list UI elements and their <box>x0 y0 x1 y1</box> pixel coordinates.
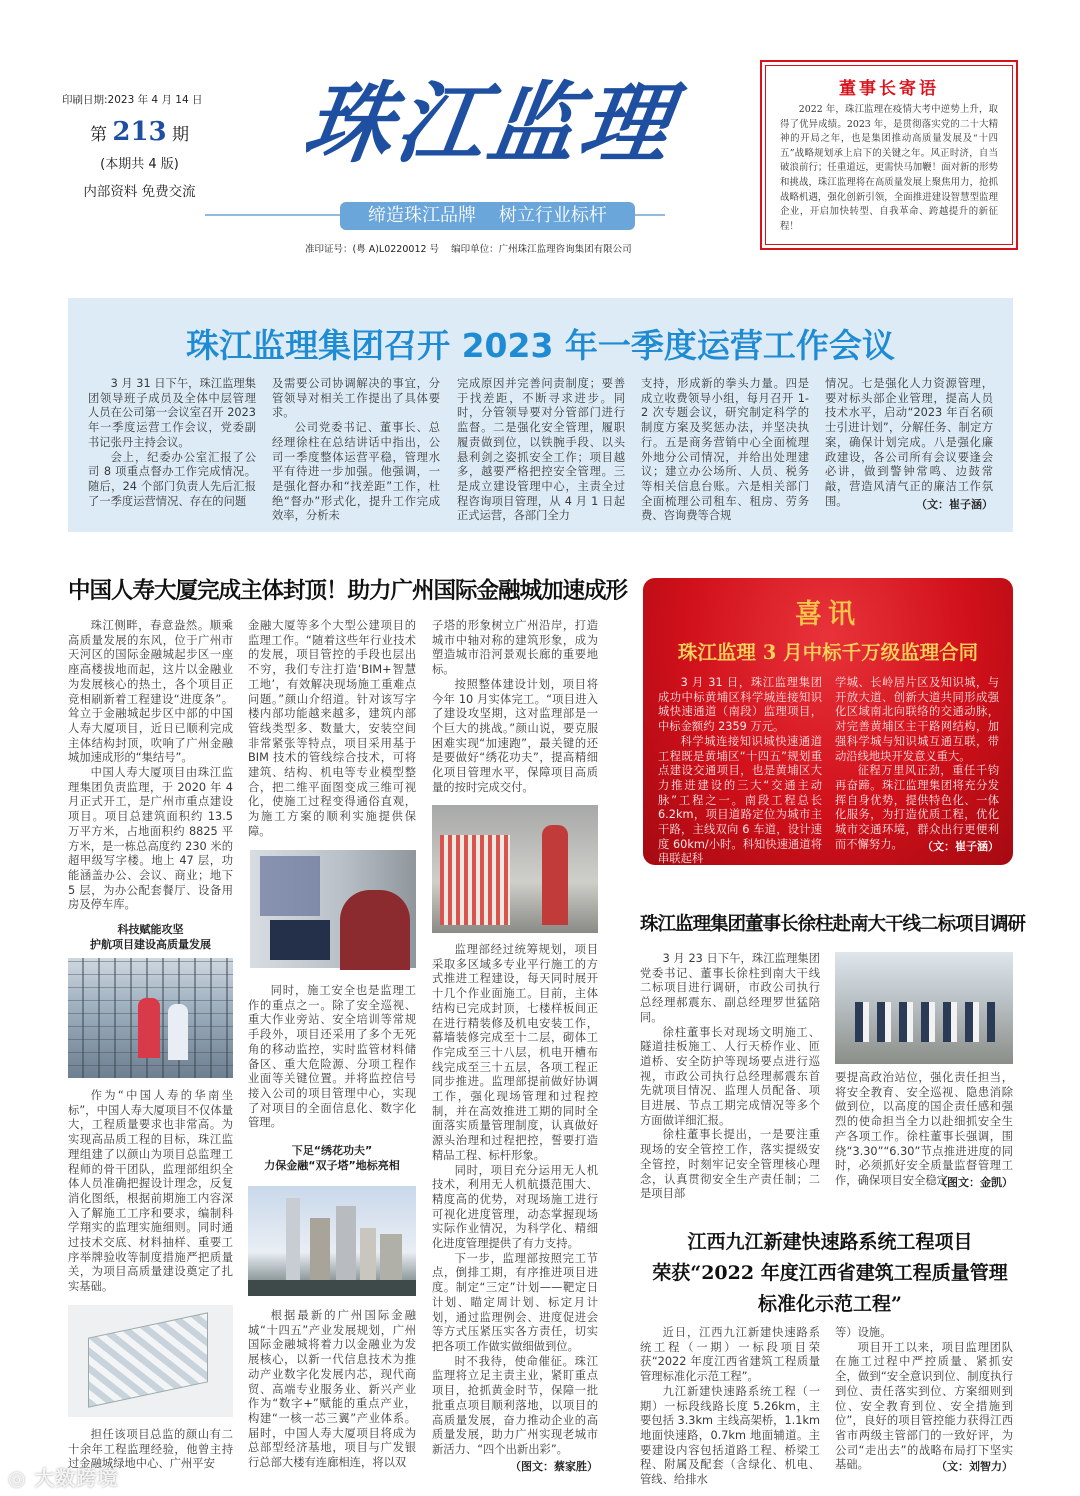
paragraph: 3 月 31 日，珠江监理集团成功中标黄埔区科学城连接知识城快速通道（南段）监理项目，中标金额约 2359 万元。 <box>658 676 822 734</box>
issue-info <box>62 92 217 200</box>
good-news-title[interactable]: 珠江监理 3 月中标千万级监理合同 <box>677 641 979 664</box>
paragraph: 九江新建快速路系统工程（一期）一标段线路长度 5.26km，主要包括 3.3km 主线高架桥，1.1km 地面快速路，0.7km 地面辅道。主要建设内容包括道路工程、桥梁工程、附属及配套（含绿化、机电、管线、给排水 <box>640 1384 820 1487</box>
edition-count: (本期共 4 版) <box>100 157 179 172</box>
paragraph: 同时，项目充分运用无人机技术，利用无人机航摄范围大、精度高的优势，对现场施工进行可视化进度管理，动态掌握现场实际作业情况，为科学化、精细化进度管理提供了有力支持。 <box>432 1163 598 1251</box>
watermark-logo: ◎ 大数跨境 <box>8 1466 119 1490</box>
distribution-note: 内部资料 免费交流 <box>83 184 196 200</box>
paragraph: 3 月 31 日下午，珠江监理集团领导班子成员及全体中层管理人员在公司第一会议室召开 2023 年一季度运营工作会议，党委副书记张丹主持会议。 <box>88 377 256 449</box>
tower-subhead-2 <box>248 1143 416 1173</box>
chairman-message-text: 2022 年，珠江监理在疫情大考中逆势上升，取得了优异成绩。2023 年，是贯彻落实党的二十大精神的开局之年，也是集团推动高质量发展及“十四五”战略规划承上启下的关键之年。风正时济，自当破浪前行；任重道远，更需快马加鞭！面对新的形势和挑战，珠江监理将在高质量发展上聚焦用力，抢抓战略机遇，强化创新引领，全面推进建设智慧型监理企业，开启加快转型、自我革命、跨越提升的新征程！ <box>780 104 998 232</box>
newspaper-title: 珠江监理 <box>297 71 681 175</box>
paragraph: 及需要公司协调解决的事宜，分管领导对相关工作提出了具体要求。 <box>272 377 440 420</box>
publisher: 编印单位：广州珠江监理咨询集团有限公司 <box>451 244 632 255</box>
good-news-col-1 <box>658 676 822 866</box>
good-news-col-2 <box>835 676 999 856</box>
paragraph: 时不我待，使命催征。珠江监理将立足主责主业，紧盯重点项目，抢抓黄金时节，保障一批批重点项目顺利落地，以项目的高质量发展，奋力推动企业的高质量发展，助力广州实现老城市新活力、“四个出新出彩”。 <box>432 1354 598 1456</box>
meeting-article-col-2 <box>272 377 440 523</box>
paragraph: 金融大厦等多个大型公建项目的监理工作。“随着这些年行业技术的发展，项目管控的手段也层出不穷，我们专注打造‘BIM+智慧工地’，有效解决现场施工重难点问题。”颜山介绍道。针对该写字楼内部功能越来越多，建筑内部管线类型多、数量大，安装空间非常紧张等特点，项目采用基于 BIM 技术的管线综合技术，可将建筑、结构、机电等专业模型整合，把二维平面图变成三维可视化，使施工过程变得通俗直观，为施工方案的顺利实施提供保障。 <box>248 619 416 838</box>
license-number: 准印证号：(粤 A)L0220012 号 <box>305 244 440 255</box>
watermark-text: 大数跨境 <box>34 1466 119 1490</box>
inspection-team-photo <box>835 952 1013 1064</box>
tower-article-col-2c <box>248 1309 416 1474</box>
paragraph: 珠江侧畔，春意盎然。顺乘高质量发展的东风，位于广州市天河区的国际金融城起步区一座座高楼拔地而起，这片以金融业为发展核心的热土，各个项目正竞相刷新着工程建设“进度条”。耸立于金融城起步区中部的中国人寿大厦项目，近日已顺利完成主体结构封顶，吹响了广州金融城加速成形的“集结号”。 <box>68 619 233 765</box>
meeting-article-byline: （文：崔子涵） <box>916 498 993 511</box>
subhead-line: 护航项目建设高质量发展 <box>90 938 211 951</box>
chairman-message-box <box>760 60 1018 250</box>
tower-article-col-1a <box>68 619 233 914</box>
paragraph: 徐柱董事长对现场文明施工、隧道挂板施工、人行天桥作业、匝道桥、安全防护等现场要点进行巡视，市政公司执行总经理郝震东首先就项目情况、监理人员配备、项目进展、节点工期完成情况等多个方面做详细汇报。 <box>640 1025 820 1127</box>
bim-workstation-photo <box>250 850 416 968</box>
inspection-article-col-2 <box>835 1071 1013 1191</box>
paragraph: 作为“中国人寿的华南坐标”，中国人寿大厦项目不仅体量大，工程质量要求也非常高。为实现高品质工程的目标，珠江监理组建了以颜山为项目总监理工程师的骨干团队，监理部组织全体人员准确把握设计理念，反复消化图纸，根据前期施工内容深入了解施工工序和要求，编制科学翔实的监理实施细则。同时通过技术交底、材料抽样、重要工序举牌验收等制度措施严把质量关，为项目高质量建设奠定了扎实基础。 <box>68 1089 233 1294</box>
title-line: 标准化示范工程” <box>758 1293 902 1315</box>
subhead-line: 科技赋能攻坚 <box>117 923 184 936</box>
good-news-label: 喜讯 <box>795 599 861 630</box>
tower-article-byline: （图文：蔡家胜） <box>510 1460 598 1473</box>
paragraph: 会上，纪委办公室汇报了公司 8 项重点督办工作完成情况。随后，24 个部门负责人先后汇报了一季度运营情况、存在的问题 <box>88 450 256 508</box>
title-line: 荣获“2022 年度江西省建筑工程质量管理 <box>652 1262 1008 1284</box>
jiujiang-article-col-2 <box>835 1326 1013 1476</box>
tower-article-title[interactable]: 中国人寿大厦完成主体封顶！助力广州国际金融城加速成形 <box>68 578 628 604</box>
paragraph: 公司党委书记、董事长、总经理徐柱在总结讲话中指出，公司一季度整体运营平稳，管理水平有待进一步加强。他强调，一是强化督办和“找差距”工作，杜绝“督办”形式化，提升工作完成效率，分析未 <box>272 421 440 523</box>
paragraph: 等）设施。 <box>835 1326 892 1339</box>
good-news-byline: （文：崔子涵） <box>922 840 999 853</box>
paragraph: 根据最新的广州国际金融城“十四五”产业发展规划，广州国际金融城将着力以金融业为发展核心，以新一代信息技术为推动产业数字化发展内芯，现代商贸、高端专业服务业、新兴产业作为“数字+”赋能的重点产业，构建“一核一芯三翼”产业体系。届时，中国人寿大厦项目将成为总部型经济基地，项目与广发银行总部大楼有连廊相连，将以双 <box>248 1309 416 1470</box>
paragraph: 近日，江西九江新建快速路系统工程（一期）一标段项目荣获“2022 年度江西省建筑工程质量管理标准化示范工程”。 <box>640 1326 820 1384</box>
tower-article-col-2b <box>248 984 416 1134</box>
tower-article-col-2a <box>248 619 416 845</box>
paragraph: 征程万里风正劲，重任千钧再奋蹄。珠江监理集团将充分发挥自身优势，提供特色化、一体化服务，为打造优质工程，优化城市交通环境，群众出行更便利而不懈努力。 <box>835 764 999 851</box>
meeting-article-col-4 <box>641 377 809 523</box>
tower-article-col-3b <box>432 943 598 1463</box>
paragraph: 中国人寿大厦项目由珠江监理集团负责监理，于 2020 年 4 月正式开工，是广州市重点建设项目。项目总建筑面积约 13.5 万平方米，占地面积约 8825 平方米，是一栋总高度约 230 米的超甲级写字楼。地上 47 层，功能涵盖办公、会议、商业；地下 5 层，为办公配套餐厅、设备用房及停车库。 <box>68 766 233 912</box>
meeting-article-col-3 <box>457 377 625 523</box>
twin-towers-rendering <box>248 1186 416 1296</box>
paragraph: 支持，形成新的拳头力量。四是成立收费领导小组，每月召开 1-2 次专题会议，研究制定科学的制度方案及奖惩办法，并坚决执行。五是商务营销中心全面梳理外地分公司情况，并给出处理建议；建立办公场所、人员、税务等相关信息台账。六是相关部门全面梳理公司租车、租房、劳务费、咨询费等合规 <box>641 377 809 523</box>
license-line <box>305 241 632 255</box>
paragraph: 徐柱董事长提出，一是要注重现场的安全管控工作，落实提级安全管控，时刻牢记安全管理核心理念，认真贯彻安全生产责任制；二是项目部 <box>640 1128 820 1201</box>
meeting-article-col-1 <box>88 377 256 517</box>
jiujiang-article-byline: （文：刘智力） <box>936 1460 1013 1473</box>
site-equipment-photo <box>432 805 598 933</box>
meeting-article-title[interactable]: 珠江监理集团召开 2023 年一季度运营工作会议 <box>186 326 895 365</box>
title-line: 江西九江新建快速路系统工程项目 <box>687 1231 973 1253</box>
paragraph: 下一步，监理部按照完工节点，倒排工期，有序推进项目进度。制定“三定”计划——靶定日计划、瞄定周计划、标定月计划，通过监理例会、进度促进会等方式压紧压实各方责任，切实把各项工作做实做细做到位。 <box>432 1251 598 1353</box>
issue-number-value: 213 <box>112 117 167 147</box>
slogan-banner: 缔造珠江品牌 树立行业标杆 <box>340 202 635 230</box>
chairman-message-title: 董事长寄语 <box>839 79 939 99</box>
inspection-article-title[interactable]: 珠江监理集团董事长徐柱赴南大干线二标项目调研 <box>640 914 1026 935</box>
tower-article-col-1b <box>68 1089 233 1299</box>
paragraph: 监理部经过统筹规划，项目采取多区域多专业平行施工的方式推进工程建设，每天同时展开十几个作业面施工。目前，主体结构已完成封顶，七楼样板间正在进行精装修及机电安装工作，幕墙装修完成至十二层，砌体工作完成至三十八层，机电开槽布线完成至三十五层，各项工程正同步推进。监理部提前做好协调工作，强化现场管理和过程控制，并在高效推进工期的同时全面落实质量管理制度，认真做好源头治理和过程把控，誓要打造精品工程、标杆形象。 <box>432 943 598 1162</box>
paragraph: 情况。七是强化人力资源管理，要对标头部企业管理，提高人员技术水平，启动“2023 年百名硕士引进计划”，分解任务、制定方案，确保计划完成。八是强化廉政建设，各公司所有会议要逢会必讲，做到警钟常鸣、边鼓常敲，营造风清气正的廉洁工作氛围。 <box>825 377 993 508</box>
inspection-article-col-1 <box>640 952 820 1201</box>
paragraph: 3 月 23 日下午，珠江监理集团党委书记、董事长徐柱到南大干线二标项目进行调研，市政公司执行总经理郝震东、副总经理罗世猛陪同。 <box>640 952 820 1024</box>
paragraph: 按照整体建设计划，项目将今年 10 月实体完工。“项目进入了建设攻坚期，这对监理部是一个巨大的挑战。”颜山说，要克服困难实现“加速跑”，最关键的还是要做好“绣花功夫”，提高精细化项目管理水平，保障项目高质量的按时完成交付。 <box>432 677 598 794</box>
jiujiang-article-title[interactable] <box>640 1227 1020 1320</box>
paragraph: 项目开工以来，项目监理团队在施工过程中严控质量、紧抓安全，做到“安全意识到位、制度执行到位、责任落实到位、方案细则到位、安全教育到位、安全措施到位”，良好的项目管控能力获得江西省市两级主管部门的一致好评，为公司“走出去”的战略布局打下坚实基础。 <box>835 1340 1013 1472</box>
site-inspection-photo <box>68 958 233 1078</box>
paragraph: 子塔的形象树立广州沿岸，打造城市中轴对称的建筑形象，成为塑造城市沿河景观长廊的重要地标。 <box>432 619 598 677</box>
paragraph: 担任该项目总监的颜山有二十余年工程监理经验，他曾主持过金融城绿地中心、广州平安 <box>68 1428 233 1471</box>
issue-suffix: 期 <box>172 125 190 145</box>
tower-subhead-1 <box>68 922 233 952</box>
paragraph: 要提高政治站位，强化责任担当，将安全教育、安全巡视、隐患消除做到位，以高度的国企责任感和强烈的使命担当全力以赴细抓安全生产各项工作。徐柱董事长强调，围绕“3.30”“6.30”节点推进进度的同时，必须抓好安全质量监督管理工作，确保项目安全稳定。 <box>835 1071 1013 1187</box>
paragraph: 同时，施工安全也是监理工作的重点之一。除了安全巡视、重大作业旁站、安全培训等常规手段外，项目还采用了多个无死角的移动监控，实时监管材料储备区、重大危险源、分项工程作业面等关键位置。并将监控信号接入公司的项目管理中心，实现了对项目的全面信息化、数字化管理。 <box>248 984 416 1130</box>
tower-article-col-3a <box>432 619 598 799</box>
inspection-article-byline: （图文：金凯） <box>936 1176 1013 1189</box>
print-date: 印刷日期:2023 年 4 月 14 日 <box>62 94 203 106</box>
paragraph: 学城、长岭居片区及知识城，与开放大道、创新大道共同形成强化区域南北向联络的交通动脉，对完善黄埔区主干路网结构，加强科学城与知识城互通互联，带动沿线地块开发意义重大。 <box>835 676 999 763</box>
subhead-line: 下足“绣花功夫” <box>291 1144 373 1157</box>
paragraph: 完成原因并完善问责制度；要善于找差距，不断寻求进步。同时，分管领导要对分管部门进行监督。二是强化安全管理，履职履责做到位，以铁腕手段、以头悬利剑之姿抓安全工作；项目越多，越要严格把控安全管理。三是成立建设管理中心，主责全过程咨询项目管理，从 4 月 1 日起正式运营，各部门全力 <box>457 377 625 523</box>
paragraph: 科学城连接知识城快速通道工程既是黄埔区“十四五”规划重点建设交通项目，也是黄埔区大力推进建设的三大“交通主动脉”工程之一。南段工程总长 6.2km，项目道路定位为城市主干路，主线双向 6 车道，设计速度 60km/小时。科知快速通道将串联起科 <box>658 734 822 866</box>
bim-model-image <box>68 1305 233 1417</box>
jiujiang-article-col-1 <box>640 1326 820 1487</box>
subhead-line: 力保金融“双子塔”地标亮相 <box>264 1159 400 1172</box>
issue-prefix: 第 <box>89 125 107 145</box>
issue-number <box>62 117 217 147</box>
